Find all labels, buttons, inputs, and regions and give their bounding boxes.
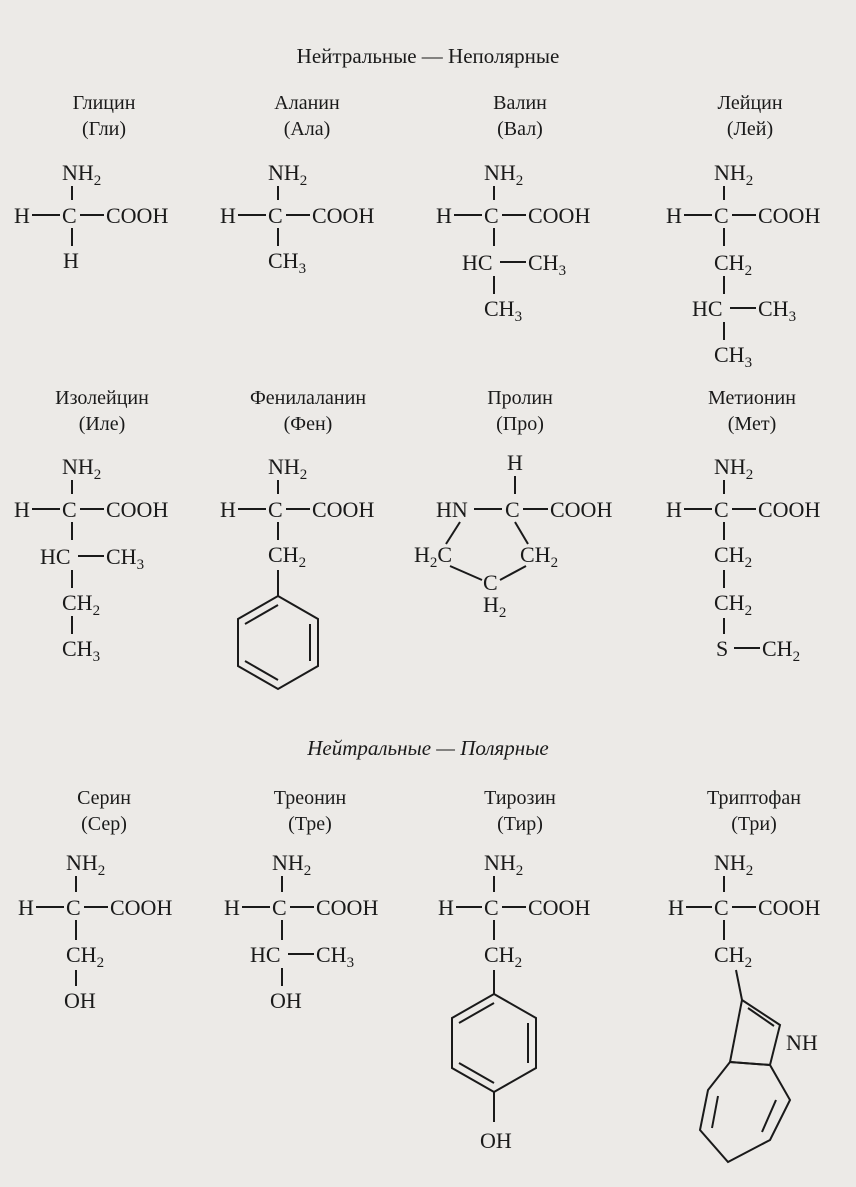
amino-acid-name: Изолейцин [55, 387, 149, 409]
amino-acid-name: Пролин [487, 387, 553, 409]
atom-nh2: $NH_2$ [272, 850, 312, 879]
atom-c: C [714, 203, 729, 228]
formula-proline [414, 450, 612, 621]
atom-ch3: $CH_3$ [106, 544, 145, 573]
atom-nh2: $NH_2$ [714, 850, 754, 879]
amino-acid-name: Лейцин [717, 92, 783, 114]
atom-ch2: $CH_2$ [714, 542, 753, 571]
bond [500, 566, 526, 580]
atom-ch2: $CH_2$ [714, 250, 753, 279]
bond [446, 522, 460, 544]
atom-h2c: $H_2C$ [414, 542, 453, 571]
atom-hc: HC [692, 296, 723, 321]
atom-cooh: COOH [312, 203, 375, 228]
atom-cooh: COOH [110, 895, 173, 920]
benzene-ring [452, 994, 536, 1092]
atom-h: H [63, 248, 79, 273]
atom-ch3: $CH_3$ [268, 248, 307, 277]
atom-ch3: $CH_3$ [316, 942, 355, 971]
atom-h: H [436, 203, 452, 228]
atom-cooh: COOH [106, 497, 169, 522]
amino-acid-abbr: (Вал) [497, 118, 543, 140]
atom-cooh: COOH [106, 203, 169, 228]
atom-c: C [483, 570, 498, 595]
formula-leucine [666, 160, 820, 371]
atom-nh2: $NH_2$ [62, 160, 102, 189]
atom-c: C [62, 203, 77, 228]
atom-nh2: $NH_2$ [66, 850, 106, 879]
formula-isoleucine [14, 454, 168, 665]
amino-acid-name: Фенилаланин [249, 387, 367, 409]
formula-methionine [666, 454, 820, 665]
atom-s: S [716, 636, 729, 661]
atom-h: H [507, 450, 523, 475]
atom-c: C [505, 497, 520, 522]
amino-acid-name: Треонин [273, 787, 347, 809]
atom-h: H [666, 497, 682, 522]
amino-acid-abbr: (Три) [731, 813, 777, 835]
bond [736, 970, 742, 1000]
atom-c: C [66, 895, 81, 920]
atom-nh2: $NH_2$ [268, 160, 308, 189]
atom-ch2: $CH_2$ [762, 636, 801, 665]
atom-h: H [14, 203, 30, 228]
atom-oh: OH [64, 988, 96, 1013]
atom-h: H [668, 895, 684, 920]
double-bond [748, 1008, 774, 1026]
atom-ch3: $CH_3$ [758, 296, 797, 325]
double-bond [459, 1003, 494, 1023]
benzene-ring [238, 596, 318, 689]
double-bond [459, 1063, 494, 1083]
bond [450, 566, 482, 580]
formula-threonine [224, 850, 378, 1013]
atom-c: C [268, 497, 283, 522]
atom-hc: HC [40, 544, 71, 569]
formula-serine [18, 850, 172, 1013]
atom-cooh: COOH [528, 203, 591, 228]
atom-c: C [272, 895, 287, 920]
atom-h2: $H_2$ [483, 592, 507, 621]
atom-c: C [484, 203, 499, 228]
bond [515, 522, 528, 544]
amino-acid-name: Глицин [72, 92, 136, 114]
atom-c: C [714, 895, 729, 920]
amino-acid-abbr: (Иле) [78, 413, 126, 435]
double-bond [712, 1096, 718, 1128]
atom-nh: NH [786, 1030, 818, 1055]
atom-cooh: COOH [528, 895, 591, 920]
atom-c: C [268, 203, 283, 228]
amino-acid-name: Тирозин [484, 787, 556, 809]
atom-ch2: $CH_2$ [66, 942, 105, 971]
formula-tryptophan [668, 850, 820, 1162]
amino-acid-name: Триптофан [707, 787, 801, 809]
atom-c: C [484, 895, 499, 920]
atom-cooh: COOH [758, 497, 821, 522]
formula-alanine [220, 160, 374, 277]
atom-h: H [224, 895, 240, 920]
amino-acid-abbr: (Тир) [497, 813, 543, 835]
amino-acid-name: Серин [77, 787, 131, 809]
amino-acid-name: Метионин [708, 387, 796, 409]
atom-nh2: $NH_2$ [714, 160, 754, 189]
amino-acid-abbr: (Тре) [288, 813, 332, 835]
double-bond [245, 661, 278, 680]
atom-cooh: COOH [758, 895, 821, 920]
amino-acid-name: Валин [493, 92, 547, 114]
formula-valine [436, 160, 590, 325]
amino-acid-abbr: (Фен) [283, 413, 333, 435]
atom-ch2: $CH_2$ [62, 590, 101, 619]
amino-acid-name: Аланин [274, 92, 340, 114]
double-bond [245, 605, 278, 624]
atom-ch2: $CH_2$ [714, 942, 753, 971]
amino-acid-abbr: (Лей) [726, 118, 774, 140]
pyrrole-ring [730, 1000, 780, 1065]
atom-ch3: $CH_3$ [528, 250, 567, 279]
atom-h: H [14, 497, 30, 522]
atom-h: H [438, 895, 454, 920]
atom-ch3: $CH_3$ [484, 296, 523, 325]
benzene-ring [700, 1062, 790, 1162]
atom-cooh: COOH [316, 895, 379, 920]
amino-acid-abbr: (Мет) [727, 413, 777, 435]
atom-ch3: $CH_3$ [714, 342, 753, 371]
atom-oh: OH [480, 1128, 512, 1153]
atom-nh2: $NH_2$ [62, 454, 102, 483]
atom-nh2: $NH_2$ [484, 160, 524, 189]
atom-hc: HC [250, 942, 281, 967]
atom-ch3: $CH_3$ [62, 636, 101, 665]
formula-glycine [14, 160, 168, 273]
double-bond [762, 1100, 776, 1132]
atom-ch2: $CH_2$ [268, 542, 307, 571]
amino-acid-abbr: (Про) [496, 413, 544, 435]
atom-nh2: $NH_2$ [484, 850, 524, 879]
atom-nh2: $NH_2$ [714, 454, 754, 483]
formula-phenylalanine [220, 454, 374, 689]
atom-hc: HC [462, 250, 493, 275]
atom-hn: HN [436, 497, 468, 522]
atom-h: H [220, 497, 236, 522]
ring-bond [730, 1000, 742, 1062]
atom-ch2: $CH_2$ [520, 542, 559, 571]
formula-tyrosine [438, 850, 590, 1153]
amino-acid-abbr: (Гли) [81, 118, 127, 140]
atom-cooh: COOH [312, 497, 375, 522]
atom-cooh: COOH [758, 203, 821, 228]
section-title-nonpolar: Нейтральные — Неполярные [296, 44, 560, 68]
atom-h: H [18, 895, 34, 920]
amino-acid-abbr: (Сер) [81, 813, 127, 835]
atom-nh2: $NH_2$ [268, 454, 308, 483]
atom-oh: OH [270, 988, 302, 1013]
section-title-polar: Нейтральные — Полярные [307, 736, 549, 760]
atom-cooh: COOH [550, 497, 613, 522]
atom-h: H [666, 203, 682, 228]
atom-ch2: $CH_2$ [714, 590, 753, 619]
atom-h: H [220, 203, 236, 228]
atom-c: C [714, 497, 729, 522]
atom-ch2: $CH_2$ [484, 942, 523, 971]
amino-acid-abbr: (Ала) [283, 118, 331, 140]
atom-c: C [62, 497, 77, 522]
